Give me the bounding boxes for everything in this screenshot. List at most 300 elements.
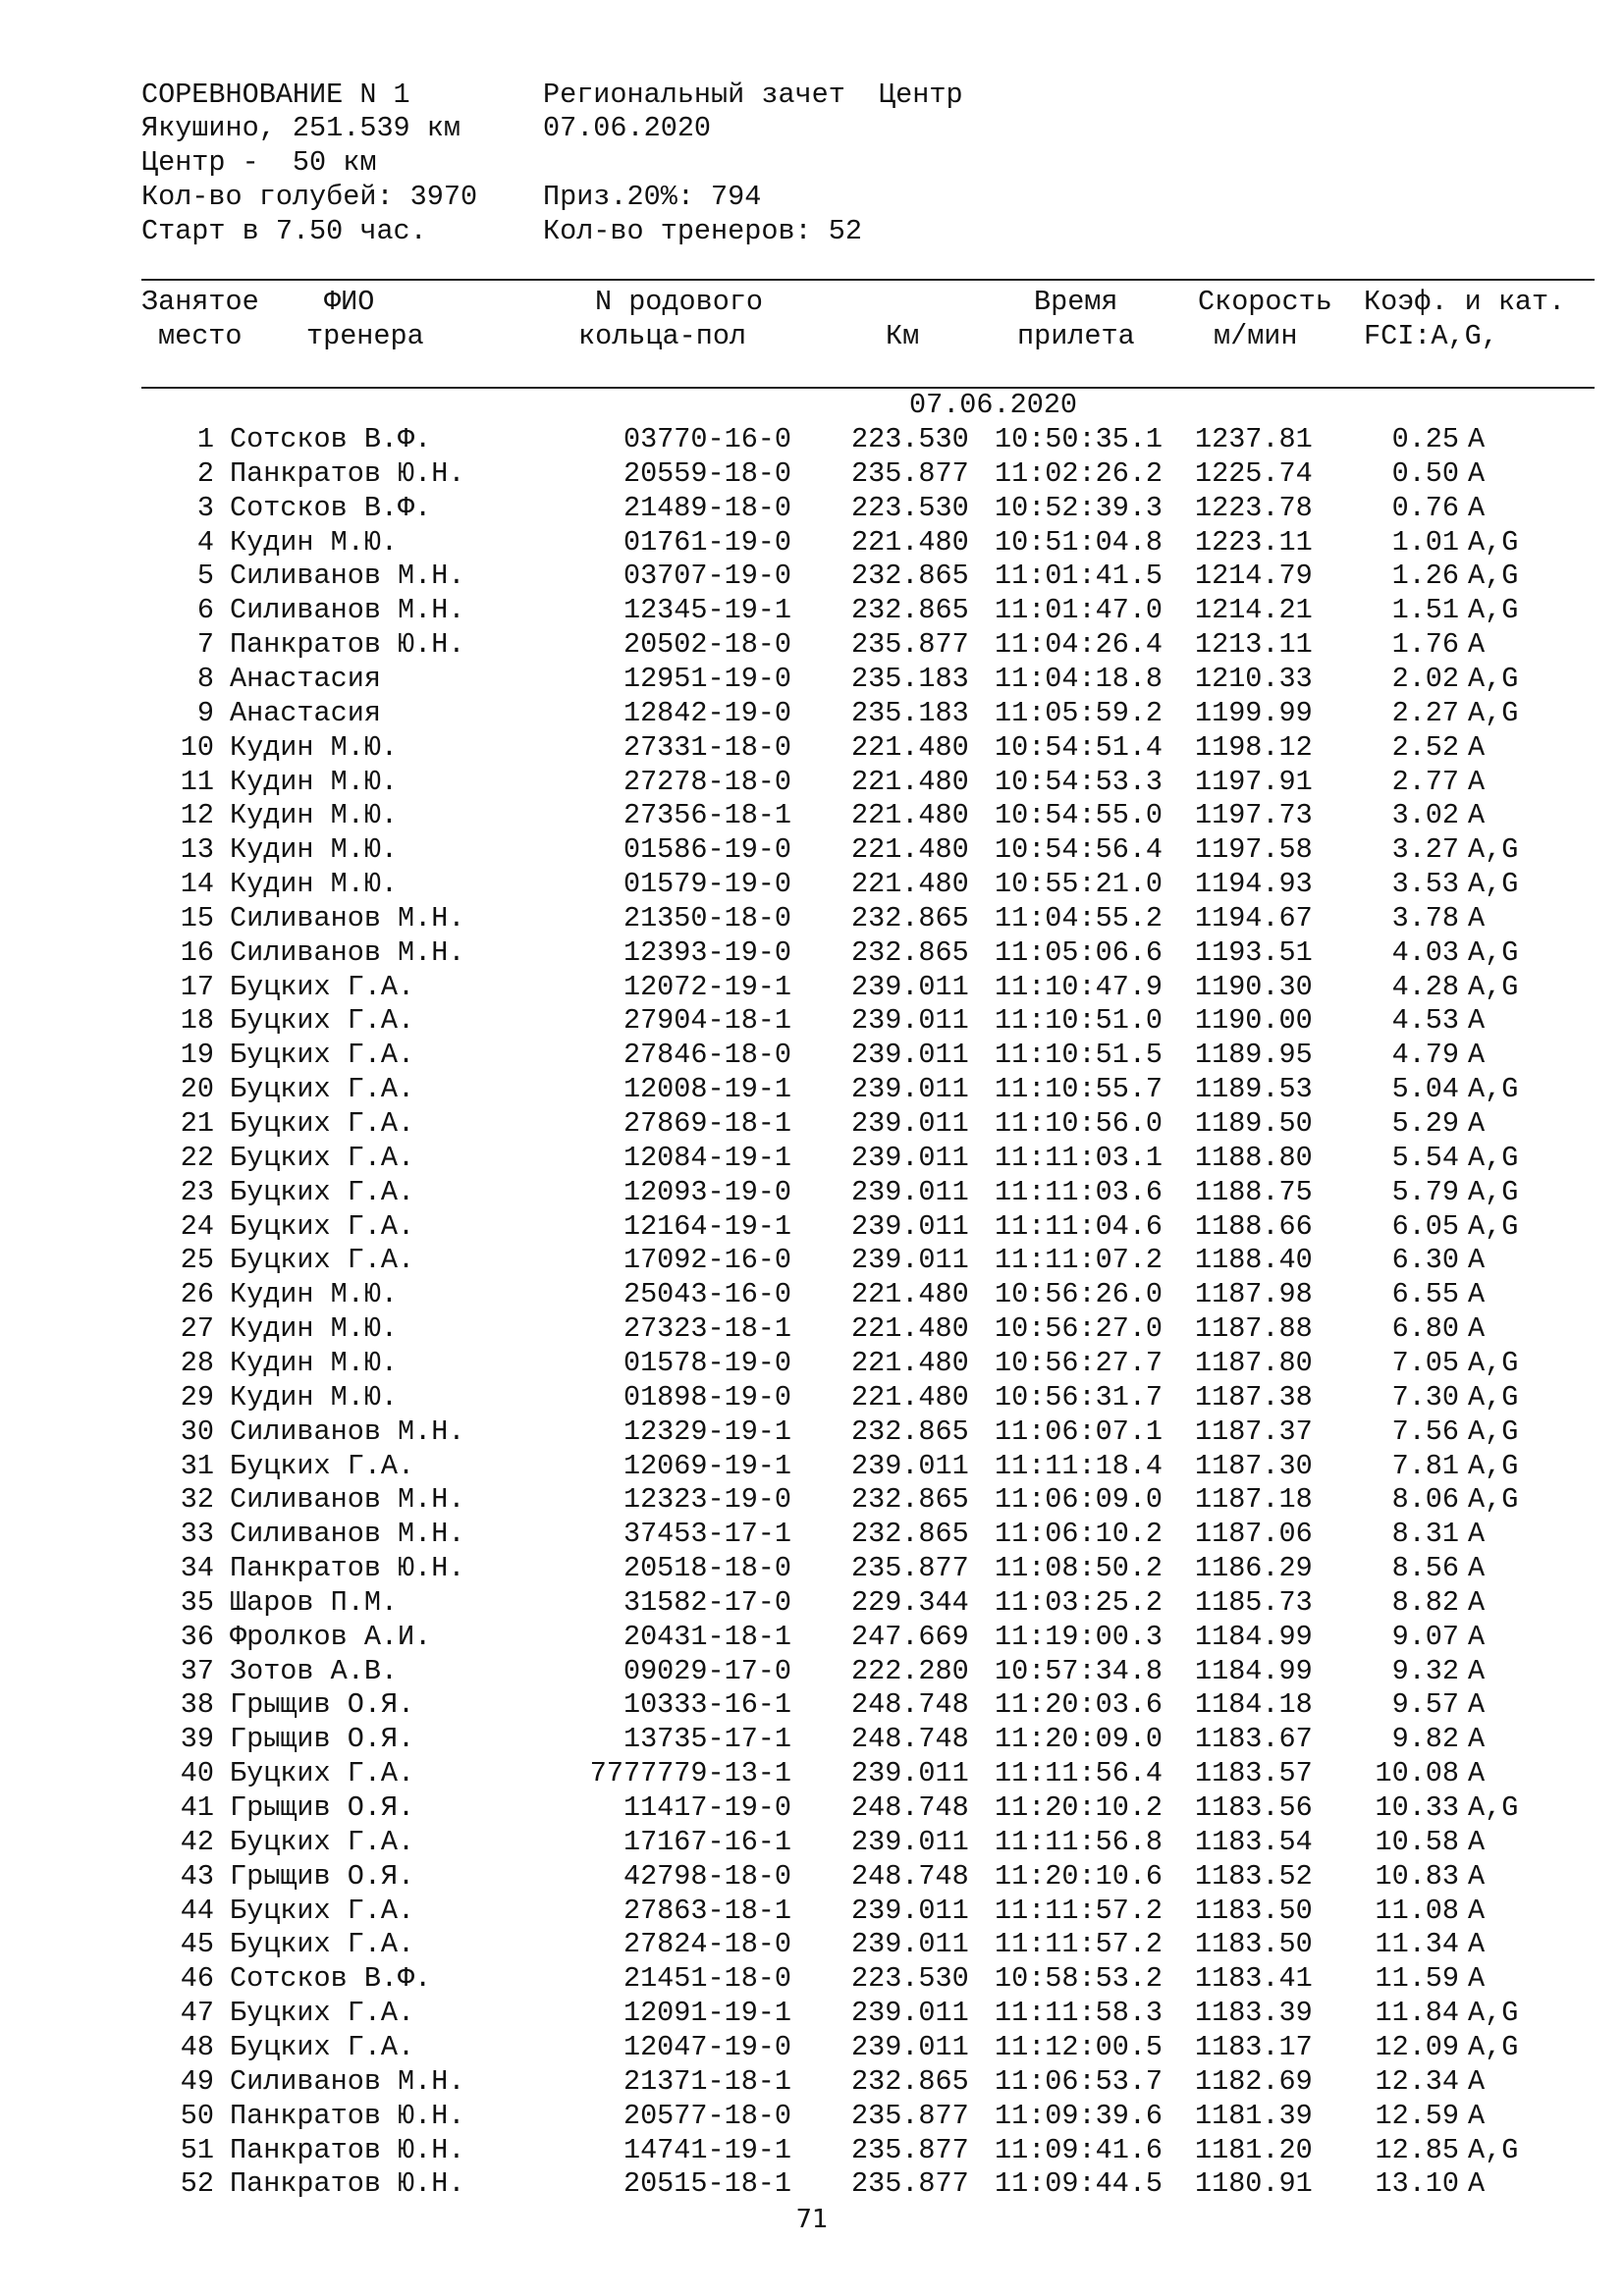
cell-km: 232.865 [851, 1415, 969, 1448]
cell-time: 10:50:35.1 [995, 423, 1164, 455]
cell-cat: A [1468, 799, 1486, 831]
cell-cat: A,G [1468, 1483, 1519, 1516]
cell-ring: 09029-17-0 [623, 1655, 791, 1687]
header-rule-bottom [141, 387, 1595, 389]
cell-name: Панкратов Ю.Н. [230, 457, 465, 490]
cell-name: Панкратов Ю.Н. [230, 1552, 465, 1584]
cell-ring: 12069-19-1 [623, 1450, 791, 1482]
cell-speed: 1180.91 [1195, 2167, 1313, 2200]
cell-time: 11:10:55.7 [995, 1073, 1164, 1105]
cell-rank: 7 [196, 628, 214, 661]
cell-ring: 25043-16-0 [623, 1278, 791, 1310]
cell-ring: 27904-18-1 [623, 1004, 791, 1037]
cell-ring: 14741-19-1 [623, 2134, 791, 2166]
cell-cat: A,G [1468, 1073, 1519, 1105]
cell-cat: A [1468, 1895, 1486, 1927]
cell-coef: 5.04 [1391, 1073, 1459, 1105]
cell-ring: 20518-18-0 [623, 1552, 791, 1584]
table-row [0, 1073, 1624, 1106]
cell-cat: A,G [1468, 1415, 1519, 1448]
cell-cat: A [1468, 902, 1486, 934]
cell-time: 11:19:00.3 [995, 1621, 1164, 1653]
cell-speed: 1189.95 [1195, 1039, 1313, 1071]
cell-cat: A [1468, 1586, 1486, 1619]
cell-km: 248.748 [851, 1791, 969, 1824]
cell-time: 11:11:57.2 [995, 1928, 1164, 1960]
col-name-line1: ФИО [324, 286, 375, 318]
cell-name: Грыщив О.Я. [230, 1860, 415, 1893]
cell-km: 239.011 [851, 1176, 969, 1208]
cell-km: 223.530 [851, 1962, 969, 1995]
cell-km: 232.865 [851, 936, 969, 969]
header-rule-top [141, 279, 1595, 281]
table-row [0, 1142, 1624, 1175]
cell-speed: 1190.30 [1195, 971, 1313, 1003]
cell-ring: 21489-18-0 [623, 492, 791, 524]
cell-ring: 12047-19-0 [623, 2031, 791, 2063]
cell-speed: 1237.81 [1195, 423, 1313, 455]
cell-ring: 11417-19-0 [623, 1791, 791, 1824]
trainer-count: Кол-во тренеров: 52 [543, 215, 862, 247]
cell-time: 10:56:27.0 [995, 1312, 1164, 1345]
cell-rank: 48 [180, 2031, 214, 2063]
cell-km: 221.480 [851, 833, 969, 866]
cell-coef: 11.84 [1375, 1997, 1459, 2029]
table-row [0, 1381, 1624, 1415]
cell-name: Кудин М.Ю. [230, 731, 399, 764]
cell-speed: 1185.73 [1195, 1586, 1313, 1619]
cell-name: Кудин М.Ю. [230, 868, 399, 900]
cell-ring: 31582-17-0 [623, 1586, 791, 1619]
cell-km: 221.480 [851, 799, 969, 831]
cell-time: 11:10:56.0 [995, 1107, 1164, 1140]
cell-speed: 1197.91 [1195, 766, 1313, 798]
competition-date: 07.06.2020 [543, 112, 712, 144]
cell-km: 235.877 [851, 628, 969, 661]
cell-coef: 2.52 [1391, 731, 1459, 764]
cell-rank: 44 [180, 1895, 214, 1927]
cell-km: 239.011 [851, 1039, 969, 1071]
cell-speed: 1183.54 [1195, 1826, 1313, 1858]
cell-name: Буцких Г.А. [230, 1450, 415, 1482]
cell-time: 11:06:07.1 [995, 1415, 1164, 1448]
table-row [0, 1962, 1624, 1996]
table-row [0, 1723, 1624, 1756]
cell-ring: 12164-19-1 [623, 1210, 791, 1243]
cell-coef: 9.57 [1391, 1688, 1459, 1721]
cell-cat: A,G [1468, 1142, 1519, 1174]
cell-name: Буцких Г.А. [230, 1073, 415, 1105]
cell-name: Буцких Г.А. [230, 1210, 415, 1243]
cell-name: Кудин М.Ю. [230, 526, 399, 559]
cell-cat: A,G [1468, 697, 1519, 729]
cell-ring: 27356-18-1 [623, 799, 791, 831]
cell-time: 11:11:57.2 [995, 1895, 1164, 1927]
cell-time: 10:54:53.3 [995, 766, 1164, 798]
cell-rank: 6 [196, 594, 214, 626]
cell-coef: 4.79 [1391, 1039, 1459, 1071]
cell-speed: 1181.20 [1195, 2134, 1313, 2166]
cell-km: 232.865 [851, 902, 969, 934]
cell-cat: A,G [1468, 1997, 1519, 2029]
cell-rank: 28 [180, 1347, 214, 1379]
cell-time: 11:10:47.9 [995, 971, 1164, 1003]
cell-time: 10:56:26.0 [995, 1278, 1164, 1310]
table-row [0, 2134, 1624, 2167]
cell-cat: A,G [1468, 1347, 1519, 1379]
cell-name: Силиванов М.Н. [230, 1483, 465, 1516]
cell-time: 11:11:03.1 [995, 1142, 1164, 1174]
cell-coef: 5.29 [1391, 1107, 1459, 1140]
table-row [0, 799, 1624, 832]
cell-time: 11:03:25.2 [995, 1586, 1164, 1619]
cell-name: Анастасия [230, 663, 381, 695]
cell-time: 10:54:51.4 [995, 731, 1164, 764]
cell-km: 235.877 [851, 1552, 969, 1584]
cell-cat: A [1468, 423, 1486, 455]
cell-speed: 1186.29 [1195, 1552, 1313, 1584]
col-name-line2: тренера [306, 320, 424, 352]
cell-rank: 8 [196, 663, 214, 695]
cell-ring: 17092-16-0 [623, 1244, 791, 1276]
cell-coef: 0.25 [1391, 423, 1459, 455]
table-row [0, 1895, 1624, 1928]
cell-coef: 1.51 [1391, 594, 1459, 626]
table-row [0, 1518, 1624, 1551]
cell-ring: 01579-19-0 [623, 868, 791, 900]
cell-ring: 12951-19-0 [623, 663, 791, 695]
cell-rank: 45 [180, 1928, 214, 1960]
table-row [0, 1347, 1624, 1380]
cell-cat: A,G [1468, 594, 1519, 626]
cell-cat: A [1468, 1757, 1486, 1789]
cell-coef: 12.85 [1375, 2134, 1459, 2166]
table-row [0, 697, 1624, 730]
cell-time: 11:06:09.0 [995, 1483, 1164, 1516]
cell-coef: 5.54 [1391, 1142, 1459, 1174]
cell-time: 10:51:04.8 [995, 526, 1164, 559]
table-row [0, 1244, 1624, 1277]
cell-speed: 1194.67 [1195, 902, 1313, 934]
table-row [0, 1176, 1624, 1209]
cell-ring: 42798-18-0 [623, 1860, 791, 1893]
table-row [0, 1415, 1624, 1449]
cell-coef: 10.08 [1375, 1757, 1459, 1789]
table-row [0, 1278, 1624, 1311]
cell-rank: 14 [180, 868, 214, 900]
table-row [0, 1039, 1624, 1072]
cell-km: 229.344 [851, 1586, 969, 1619]
cell-rank: 37 [180, 1655, 214, 1687]
cell-km: 221.480 [851, 868, 969, 900]
cell-cat: A [1468, 457, 1486, 490]
cell-ring: 20577-18-0 [623, 2100, 791, 2132]
cell-speed: 1189.53 [1195, 1073, 1313, 1105]
table-row [0, 2100, 1624, 2133]
cell-km: 239.011 [851, 1757, 969, 1789]
cell-rank: 26 [180, 1278, 214, 1310]
cell-ring: 20559-18-0 [623, 457, 791, 490]
cell-rank: 12 [180, 799, 214, 831]
cell-ring: 20515-18-1 [623, 2167, 791, 2200]
cell-coef: 2.77 [1391, 766, 1459, 798]
cell-km: 221.480 [851, 526, 969, 559]
location-distance: Якушино, 251.539 км [141, 112, 460, 144]
cell-cat: A [1468, 1655, 1486, 1687]
cell-ring: 10333-16-1 [623, 1688, 791, 1721]
table-row [0, 936, 1624, 970]
cell-ring: 27869-18-1 [623, 1107, 791, 1140]
table-row [0, 1757, 1624, 1790]
cell-name: Буцких Г.А. [230, 1039, 415, 1071]
cell-speed: 1190.00 [1195, 1004, 1313, 1037]
center-distance: Центр - 50 км [141, 146, 377, 179]
cell-speed: 1187.80 [1195, 1347, 1313, 1379]
cell-cat: A [1468, 1552, 1486, 1584]
cell-cat: A [1468, 1826, 1486, 1858]
table-row [0, 1210, 1624, 1244]
cell-speed: 1194.93 [1195, 868, 1313, 900]
cell-cat: A [1468, 492, 1486, 524]
cell-km: 232.865 [851, 560, 969, 592]
cell-time: 11:11:58.3 [995, 1997, 1164, 2029]
col-ring-line1: N родового [595, 286, 764, 318]
cell-km: 239.011 [851, 1928, 969, 1960]
cell-cat: A [1468, 766, 1486, 798]
cell-cat: A [1468, 1278, 1486, 1310]
table-row [0, 1621, 1624, 1654]
cell-km: 222.280 [851, 1655, 969, 1687]
cell-time: 11:12:00.5 [995, 2031, 1164, 2063]
cell-speed: 1225.74 [1195, 457, 1313, 490]
cell-name: Буцких Г.А. [230, 1107, 415, 1140]
col-place-line2: место [158, 320, 243, 352]
cell-coef: 4.53 [1391, 1004, 1459, 1037]
cell-cat: A,G [1468, 1791, 1519, 1824]
cell-speed: 1197.58 [1195, 833, 1313, 866]
cell-rank: 39 [180, 1723, 214, 1755]
cell-rank: 33 [180, 1518, 214, 1550]
cell-km: 247.669 [851, 1621, 969, 1653]
cell-speed: 1189.50 [1195, 1107, 1313, 1140]
col-place-line1: Занятое [141, 286, 259, 318]
cell-speed: 1213.11 [1195, 628, 1313, 661]
cell-rank: 38 [180, 1688, 214, 1721]
cell-ring: 01578-19-0 [623, 1347, 791, 1379]
table-row [0, 423, 1624, 456]
cell-speed: 1184.99 [1195, 1621, 1313, 1653]
cell-speed: 1223.78 [1195, 492, 1313, 524]
cell-coef: 3.78 [1391, 902, 1459, 934]
cell-rank: 1 [196, 423, 214, 455]
cell-rank: 34 [180, 1552, 214, 1584]
cell-time: 11:10:51.5 [995, 1039, 1164, 1071]
cell-time: 10:55:21.0 [995, 868, 1164, 900]
table-row [0, 628, 1624, 662]
cell-ring: 13735-17-1 [623, 1723, 791, 1755]
cell-speed: 1187.37 [1195, 1415, 1313, 1448]
cell-km: 239.011 [851, 1997, 969, 2029]
cell-speed: 1214.79 [1195, 560, 1313, 592]
cell-time: 11:11:18.4 [995, 1450, 1164, 1482]
cell-name: Сотсков В.Ф. [230, 423, 432, 455]
cell-km: 232.865 [851, 1483, 969, 1516]
cell-speed: 1188.66 [1195, 1210, 1313, 1243]
cell-time: 11:06:53.7 [995, 2065, 1164, 2098]
cell-cat: A [1468, 1723, 1486, 1755]
cell-ring: 12091-19-1 [623, 1997, 791, 2029]
table-row [0, 1655, 1624, 1688]
cell-ring: 20502-18-0 [623, 628, 791, 661]
cell-time: 11:02:26.2 [995, 457, 1164, 490]
cell-speed: 1223.11 [1195, 526, 1313, 559]
table-row [0, 2031, 1624, 2064]
cell-time: 11:05:59.2 [995, 697, 1164, 729]
cell-rank: 25 [180, 1244, 214, 1276]
cell-ring: 27846-18-0 [623, 1039, 791, 1071]
cell-speed: 1183.50 [1195, 1928, 1313, 1960]
cell-speed: 1214.21 [1195, 594, 1313, 626]
col-ring-line2: кольца-пол [578, 320, 747, 352]
cell-ring: 21350-18-0 [623, 902, 791, 934]
cell-coef: 2.27 [1391, 697, 1459, 729]
cell-coef: 6.80 [1391, 1312, 1459, 1345]
table-row [0, 902, 1624, 935]
table-row [0, 1586, 1624, 1620]
col-speed-line2: м/мин [1214, 320, 1298, 352]
cell-rank: 27 [180, 1312, 214, 1345]
cell-rank: 49 [180, 2065, 214, 2098]
cell-name: Кудин М.Ю. [230, 799, 399, 831]
cell-speed: 1198.12 [1195, 731, 1313, 764]
cell-cat: A [1468, 2100, 1486, 2132]
cell-time: 11:20:03.6 [995, 1688, 1164, 1721]
cell-coef: 10.83 [1375, 1860, 1459, 1893]
cell-name: Панкратов Ю.Н. [230, 628, 465, 661]
cell-ring: 12345-19-1 [623, 594, 791, 626]
cell-coef: 6.30 [1391, 1244, 1459, 1276]
cell-km: 221.480 [851, 766, 969, 798]
cell-cat: A [1468, 1621, 1486, 1653]
cell-name: Буцких Г.А. [230, 1826, 415, 1858]
cell-name: Силиванов М.Н. [230, 2065, 465, 2098]
cell-coef: 12.34 [1375, 2065, 1459, 2098]
table-row [0, 594, 1624, 627]
cell-time: 11:01:41.5 [995, 560, 1164, 592]
cell-speed: 1188.80 [1195, 1142, 1313, 1174]
cell-speed: 1183.67 [1195, 1723, 1313, 1755]
cell-name: Силиванов М.Н. [230, 1415, 465, 1448]
cell-cat: A,G [1468, 560, 1519, 592]
cell-coef: 13.10 [1375, 2167, 1459, 2200]
table-row [0, 1860, 1624, 1894]
cell-rank: 5 [196, 560, 214, 592]
start-time: Старт в 7.50 час. [141, 215, 427, 247]
cell-cat: A,G [1468, 1381, 1519, 1414]
cell-coef: 3.02 [1391, 799, 1459, 831]
cell-speed: 1188.40 [1195, 1244, 1313, 1276]
cell-km: 248.748 [851, 1723, 969, 1755]
cell-rank: 3 [196, 492, 214, 524]
cell-rank: 23 [180, 1176, 214, 1208]
cell-km: 239.011 [851, 1073, 969, 1105]
cell-coef: 12.09 [1375, 2031, 1459, 2063]
cell-coef: 0.76 [1391, 492, 1459, 524]
cell-cat: A [1468, 1962, 1486, 1995]
region-label: Региональный зачет Центр [543, 79, 963, 111]
cell-time: 11:06:10.2 [995, 1518, 1164, 1550]
cell-coef: 8.56 [1391, 1552, 1459, 1584]
cell-coef: 1.26 [1391, 560, 1459, 592]
cell-ring: 27863-18-1 [623, 1895, 791, 1927]
cell-km: 239.011 [851, 2031, 969, 2063]
col-speed-line1: Скорость [1198, 286, 1332, 318]
cell-cat: A [1468, 1688, 1486, 1721]
table-row [0, 1826, 1624, 1859]
cell-coef: 10.33 [1375, 1791, 1459, 1824]
cell-name: Панкратов Ю.Н. [230, 2167, 465, 2200]
table-row [0, 971, 1624, 1004]
col-coef-line2: FCI:A,G, [1364, 320, 1498, 352]
cell-coef: 1.76 [1391, 628, 1459, 661]
cell-time: 10:54:56.4 [995, 833, 1164, 866]
cell-km: 235.183 [851, 697, 969, 729]
date-group-label: 07.06.2020 [909, 389, 1078, 421]
cell-name: Кудин М.Ю. [230, 1347, 399, 1379]
cell-km: 239.011 [851, 1210, 969, 1243]
cell-km: 239.011 [851, 1004, 969, 1037]
cell-rank: 31 [180, 1450, 214, 1482]
cell-cat: A [1468, 1928, 1486, 1960]
cell-ring: 01898-19-0 [623, 1381, 791, 1414]
cell-rank: 52 [180, 2167, 214, 2200]
cell-name: Панкратов Ю.Н. [230, 2134, 465, 2166]
cell-ring: 37453-17-1 [623, 1518, 791, 1550]
cell-cat: A,G [1468, 663, 1519, 695]
cell-rank: 50 [180, 2100, 214, 2132]
cell-cat: A,G [1468, 2134, 1519, 2166]
col-km: Км [886, 320, 920, 352]
cell-name: Силиванов М.Н. [230, 594, 465, 626]
cell-cat: A [1468, 1107, 1486, 1140]
cell-km: 239.011 [851, 1895, 969, 1927]
table-row [0, 1552, 1624, 1585]
cell-time: 11:11:07.2 [995, 1244, 1164, 1276]
cell-ring: 01761-19-0 [623, 526, 791, 559]
cell-coef: 4.03 [1391, 936, 1459, 969]
cell-coef: 9.32 [1391, 1655, 1459, 1687]
col-time-line2: прилета [1017, 320, 1135, 352]
cell-time: 11:20:09.0 [995, 1723, 1164, 1755]
cell-rank: 16 [180, 936, 214, 969]
cell-coef: 1.01 [1391, 526, 1459, 559]
table-row [0, 1107, 1624, 1141]
cell-ring: 12842-19-0 [623, 697, 791, 729]
cell-ring: 27278-18-0 [623, 766, 791, 798]
table-row [0, 2065, 1624, 2099]
cell-rank: 21 [180, 1107, 214, 1140]
cell-km: 221.480 [851, 1381, 969, 1414]
cell-rank: 42 [180, 1826, 214, 1858]
cell-cat: A,G [1468, 868, 1519, 900]
cell-speed: 1183.56 [1195, 1791, 1313, 1824]
table-row [0, 1450, 1624, 1483]
cell-coef: 7.81 [1391, 1450, 1459, 1482]
cell-km: 239.011 [851, 1450, 969, 1482]
cell-time: 11:11:56.4 [995, 1757, 1164, 1789]
cell-name: Кудин М.Ю. [230, 1278, 399, 1310]
cell-ring: 12072-19-1 [623, 971, 791, 1003]
